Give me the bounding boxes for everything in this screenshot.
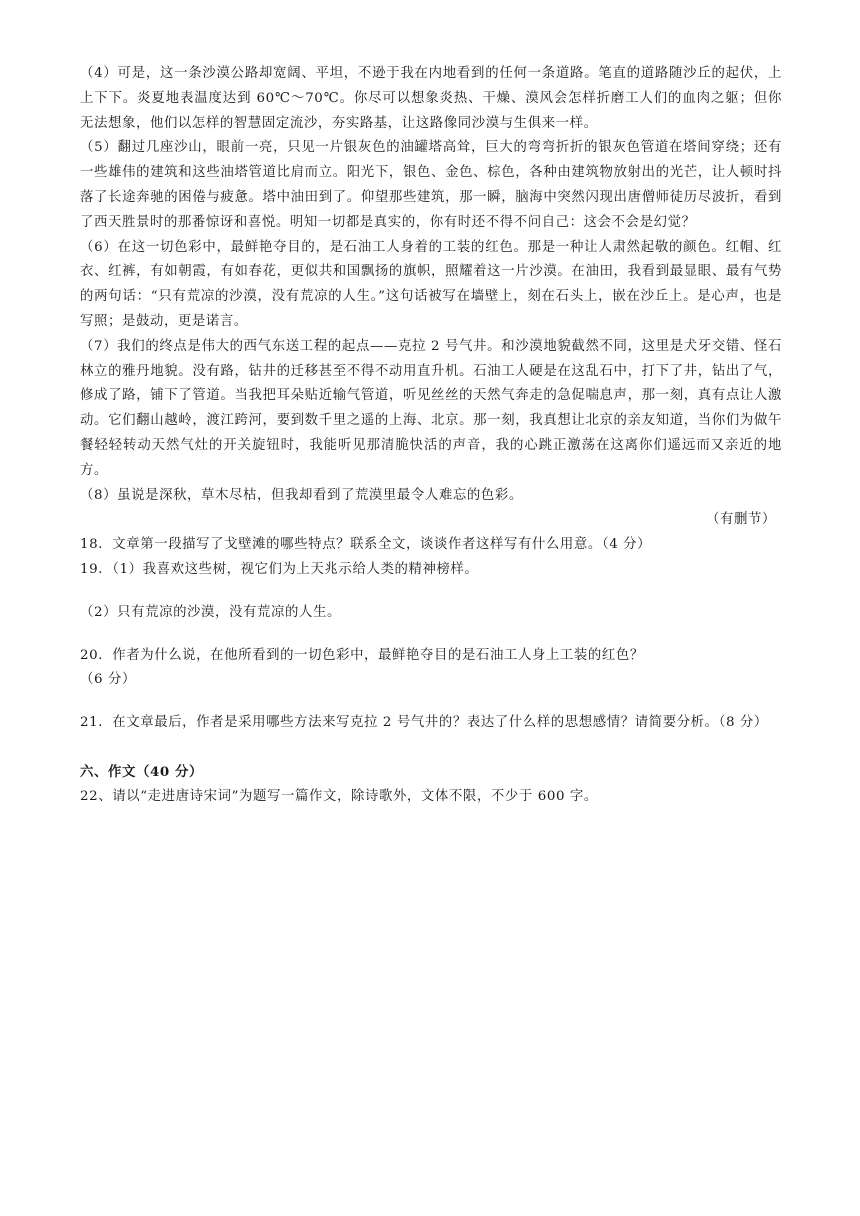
answer-space bbox=[80, 583, 782, 601]
answer-space bbox=[80, 693, 782, 711]
question-18: 18．文章第一段描写了戈壁滩的哪些特点？联系全文，谈谈作者这样写有什么用意。（4 分） bbox=[80, 537, 652, 553]
paragraph-5: （5）翻过几座沙山，眼前一亮，只见一片银灰色的油罐塔高耸，巨大的弯弯折折的银灰色管道在塔间穿绕；还有一些雄伟的建筑和这些油塔管道比肩而立。阳光下，银色、金色、棕色，各种由建筑物放射出的光芒，让人顿时抖落了长途奔驰的困倦与疲惫。塔中油田到了。仰望那些建筑，那一瞬，脑海中突然闪现出唐僧师徒历尽波折，看到了西天胜景时的那番惊讶和喜悦。明知一切都是真实的，你有时还不得不问自己：这会不会是幻觉？ bbox=[80, 140, 782, 230]
paragraph-8: （8）虽说是深秋，草木尽枯，但我却看到了荒漠里最令人难忘的色彩。 bbox=[80, 487, 523, 503]
question-19-part-2: （2）只有荒凉的沙漠，没有荒凉的人生。 bbox=[80, 604, 341, 620]
paragraph-7: （7）我们的终点是伟大的西气东送工程的起点——克拉 2 号气井。和沙漠地貌截然不同，这里是犬牙交错、怪石林立的雅丹地貌。没有路，钻井的迁移甚至不得不动用直升机。石油工人硬是在这乱石中，打下了井，钻出了气，修成了路，铺下了管道。当我把耳朵贴近输气管道，听见丝丝的天然气奔走的急促喘息声，那一刻，真有点让人激动。它们翻山越岭，渡江跨河，要到数千里之遥的上海、北京。那一刻，我真想让北京的亲友知道，当你们为做午餐轻轻转动天然气灶的开关旋钮时，我能听见那清脆快活的声音，我的心跳正激荡在这离你们遥远而又亲近的地方。 bbox=[80, 338, 782, 478]
source-note: （有删节） bbox=[706, 512, 776, 528]
question-19-part-1: 19．（1）我喜欢这些树，视它们为上天兆示给人类的精神榜样。 bbox=[80, 561, 479, 577]
exam-page bbox=[80, 62, 782, 810]
answer-space bbox=[80, 736, 782, 760]
question-20-score: （6 分） bbox=[80, 672, 136, 688]
question-21: 21．在文章最后，作者是采用哪些方法来写克拉 2 号气井的？表达了什么样的思想感情？请简要分析。（8 分） bbox=[80, 715, 768, 731]
answer-space bbox=[80, 626, 782, 644]
question-22: 22、请以“走进唐诗宋词”为题写一篇作文，除诗歌外，文体不限，不少于 600 字。 bbox=[80, 788, 598, 804]
question-20: 20．作者为什么说，在他所看到的一切色彩中，最鲜艳夺目的是石油工人身上工装的红色？ bbox=[80, 647, 644, 663]
paragraph-4: （4）可是，这一条沙漠公路却宽阔、平坦，不逊于我在内地看到的任何一条道路。笔直的道路随沙丘的起伏，上上下下。炎夏地表温度达到 60℃～70℃。你尽可以想象炎热、干燥、漠风会怎样折磨工人们的血肉之躯；但你无法想象，他们以怎样的智慧固定流沙，夯实路基，让这路像同沙漠与生俱来一样。 bbox=[80, 66, 782, 131]
section-6-title: 六、作文（40 分） bbox=[80, 763, 204, 780]
paragraph-6: （6）在这一切色彩中，最鲜艳夺目的，是石油工人身着的工装的红色。那是一种让人肃然起敬的颜色。红帽、红衣、红裤，有如朝霞，有如春花，更似共和国飘扬的旗帜，照耀着这一片沙漠。在油田，我看到最显眼、最有气势的两句话：“只有荒凉的沙漠，没有荒凉的人生。”这句话被写在墙壁上，刻在石头上，嵌在沙丘上。是心声，也是写照；是鼓动，更是诺言。 bbox=[80, 239, 782, 329]
